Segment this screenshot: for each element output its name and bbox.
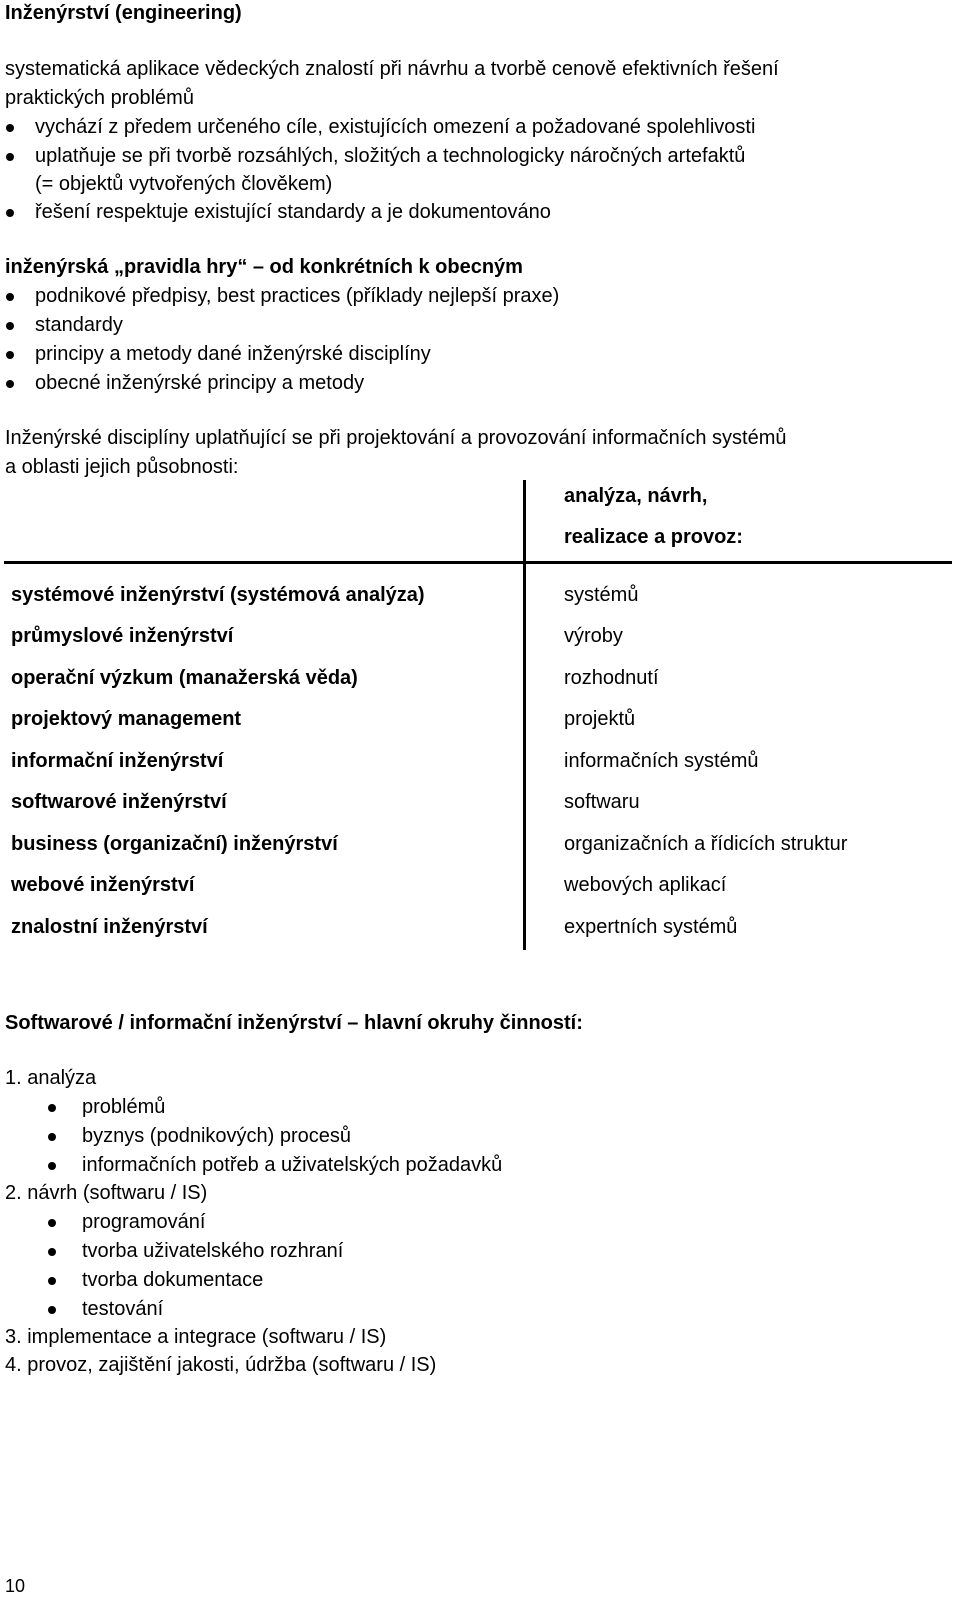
discipline-scope: softwaru <box>564 791 640 813</box>
intro-bullet-continuation: (= objektů vytvořených člověkem) <box>35 173 333 195</box>
intro-bullet: vychází z předem určeného cíle, existujících omezení a požadované spolehlivosti <box>35 116 756 138</box>
page-number: 10 <box>5 1576 26 1596</box>
discipline-scope: systémů <box>564 584 639 606</box>
discipline-name: business (organizační) inženýrství <box>11 833 338 855</box>
discipline-name: webové inženýrství <box>11 874 195 896</box>
bullet-icon <box>6 124 14 132</box>
bullet-icon <box>6 293 14 301</box>
activity-subitem: programování <box>82 1211 206 1233</box>
bullet-icon <box>48 1277 56 1285</box>
activity-item: 1. analýza <box>5 1067 97 1089</box>
discipline-name: průmyslové inženýrství <box>11 625 234 647</box>
activity-item: 2. návrh (softwaru / IS) <box>5 1182 208 1204</box>
discipline-scope: projektů <box>564 708 636 730</box>
discipline-name: systémové inženýrství (systémová analýza) <box>11 584 425 606</box>
intro-bullet: uplatňuje se při tvorbě rozsáhlých, složitých a technologicky náročných artefaktů <box>35 145 746 167</box>
bullet-icon <box>6 322 14 330</box>
bullet-icon <box>6 209 14 217</box>
activity-subitem: informačních potřeb a uživatelských požadavků <box>82 1154 503 1176</box>
table-vertical-rule <box>523 480 526 950</box>
activity-subitem: testování <box>82 1298 164 1320</box>
intro-bullet: řešení respektuje existující standardy a je dokumentováno <box>35 201 551 223</box>
activity-item: 3. implementace a integrace (softwaru / IS) <box>5 1326 387 1348</box>
discipline-name: informační inženýrství <box>11 750 224 772</box>
activities-heading: Softwarové / informační inženýrství – hlavní okruhy činností: <box>5 1012 583 1034</box>
discipline-scope: informačních systémů <box>564 750 759 772</box>
rules-bullet: standardy <box>35 314 123 336</box>
discipline-scope: expertních systémů <box>564 916 738 938</box>
rules-bullet: principy a metody dané inženýrské disciplíny <box>35 343 431 365</box>
disciplines-intro-1: Inženýrské disciplíny uplatňující se při projektování a provozování informačních systémů <box>5 427 787 449</box>
bullet-icon <box>48 1104 56 1112</box>
discipline-scope: rozhodnutí <box>564 667 659 689</box>
activity-item: 4. provoz, zajištění jakosti, údržba (softwaru / IS) <box>5 1354 437 1376</box>
bullet-icon <box>6 153 14 161</box>
discipline-name: operační výzkum (manažerská věda) <box>11 667 358 689</box>
column-heading-2: realizace a provoz: <box>564 526 743 548</box>
discipline-name: znalostní inženýrství <box>11 916 208 938</box>
bullet-icon <box>6 380 14 388</box>
discipline-scope: výroby <box>564 625 623 647</box>
column-heading-1: analýza, návrh, <box>564 485 708 507</box>
intro-line-1: systematická aplikace vědeckých znalostí při návrhu a tvorbě cenově efektivních řešení <box>5 58 779 80</box>
bullet-icon <box>48 1248 56 1256</box>
rules-bullet: obecné inženýrské principy a metody <box>35 372 365 394</box>
bullet-icon <box>48 1133 56 1141</box>
bullet-icon <box>48 1219 56 1227</box>
bullet-icon <box>48 1162 56 1170</box>
activity-subitem: byznys (podnikových) procesů <box>82 1125 352 1147</box>
bullet-icon <box>48 1306 56 1314</box>
disciplines-intro-2: a oblasti jejich působnosti: <box>5 456 239 478</box>
discipline-name: projektový management <box>11 708 242 730</box>
activity-subitem: tvorba uživatelského rozhraní <box>82 1240 344 1262</box>
rules-heading: inženýrská „pravidla hry“ – od konkrétních k obecným <box>5 256 523 278</box>
discipline-scope: webových aplikací <box>564 874 727 896</box>
intro-line-2: praktických problémů <box>5 87 194 109</box>
bullet-icon <box>6 351 14 359</box>
discipline-scope: organizačních a řídicích struktur <box>564 833 848 855</box>
discipline-name: softwarové inženýrství <box>11 791 227 813</box>
page-title: Inženýrství (engineering) <box>5 2 242 24</box>
activity-subitem: tvorba dokumentace <box>82 1269 264 1291</box>
activity-subitem: problémů <box>82 1096 166 1118</box>
rules-bullet: podnikové předpisy, best practices (příklady nejlepší praxe) <box>35 285 560 307</box>
table-horizontal-rule <box>4 561 952 564</box>
